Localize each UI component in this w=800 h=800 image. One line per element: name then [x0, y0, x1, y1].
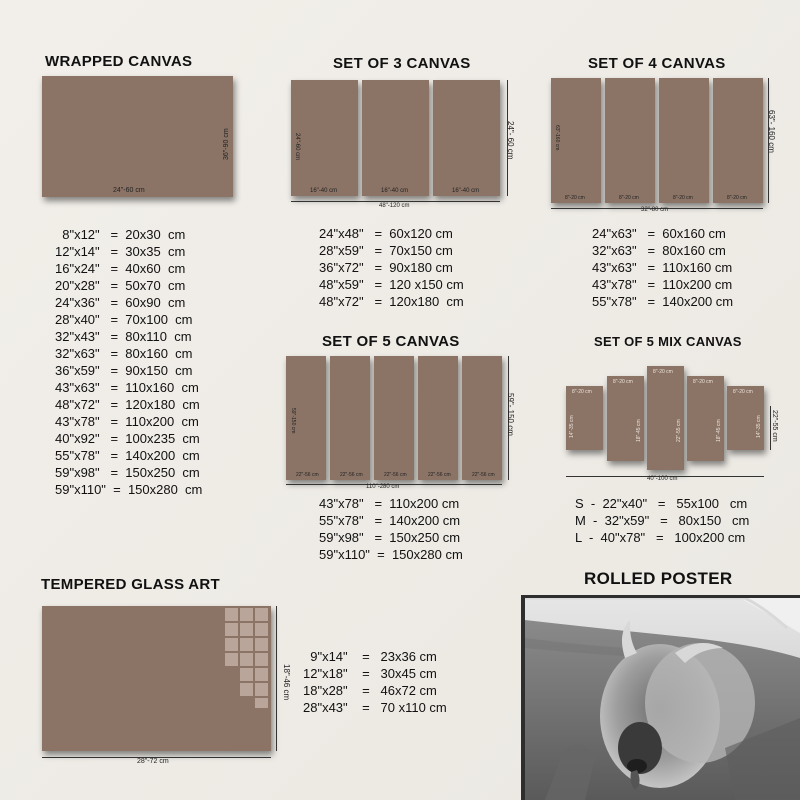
set5-size-list: [319, 495, 463, 563]
mix5-width-label: 40"-100 cm: [647, 476, 678, 482]
size-row: 48"x72" = 120x180 cm: [55, 397, 200, 412]
size-row: 12"x14" = 30x35 cm: [55, 244, 186, 259]
wrapped-canvas-title: WRAPPED CANVAS: [45, 53, 193, 70]
size-row: 28"x59" = 70x150 cm: [319, 243, 453, 258]
mix5-top-label-3: 8"-20 cm: [653, 369, 673, 375]
set5-panel-label-2: 22"-56 cm: [340, 472, 363, 478]
size-row: 48"x72" = 120x180 cm: [319, 294, 464, 309]
set3-panel-2: [362, 80, 429, 196]
set5-panel-label-1: 22"-56 cm: [296, 472, 319, 478]
size-row: 36"x59" = 90x150 cm: [55, 363, 193, 378]
size-row: 55"x78" = 140x200 cm: [319, 513, 461, 528]
mix5-size-list: [575, 495, 749, 546]
mix5-top-label-1: 8"-20 cm: [572, 389, 592, 395]
size-row: 24"x36" = 60x90 cm: [55, 295, 186, 310]
mix5-side-label-5: 14"-35 cm: [756, 415, 762, 438]
set4-inner-height-label: 63"-160 cm: [554, 125, 560, 151]
mix5-side-label-4: 18"-45 cm: [716, 419, 722, 442]
set4-panel-4: [713, 78, 763, 203]
size-row: S - 22"x40" = 55x100 cm: [575, 496, 748, 511]
set3-height-label: 24"- 60 cm: [506, 121, 515, 160]
set5-panel-label-5: 22"-56 cm: [472, 472, 495, 478]
poster-title: ROLLED POSTER: [584, 569, 733, 588]
size-row: 12"x18" = 30x45 cm: [303, 666, 437, 681]
size-row: 28"x43" = 70 x110 cm: [303, 700, 447, 715]
size-row: 40"x92" = 100x235 cm: [55, 431, 200, 446]
set3-width-line: [291, 201, 500, 202]
set4-width-label: 32"-80 cm: [641, 207, 669, 213]
size-row: 16"x24" = 40x60 cm: [55, 261, 186, 276]
set4-title: SET OF 4 CANVAS: [588, 55, 726, 72]
mix5-title: SET OF 5 MIX CANVAS: [594, 334, 742, 349]
poster-image: [525, 598, 800, 800]
set5-panel-5: [462, 356, 502, 480]
set4-panel-label-1: 8"-20 cm: [565, 195, 585, 201]
set3-title: SET OF 3 CANVAS: [333, 55, 471, 72]
mix5-height-label: 22"-55 cm: [771, 410, 778, 442]
size-row: 55"x78" = 140x200 cm: [592, 294, 734, 309]
set4-panel-label-4: 8"-20 cm: [727, 195, 747, 201]
glass-width-label: 28"-72 cm: [137, 758, 169, 765]
mix5-side-label-3: 22"-55 cm: [676, 419, 682, 442]
mix5-top-label-2: 8"-20 cm: [613, 379, 633, 385]
glass-reflection-grid: [42, 606, 271, 751]
size-row: 43"x63" = 110x160 cm: [592, 260, 733, 275]
set4-panel-label-3: 8"-20 cm: [673, 195, 693, 201]
size-row: 32"x43" = 80x110 cm: [55, 329, 192, 344]
size-row: 8"x12" = 20x30 cm: [55, 227, 186, 242]
size-row: 43"x78" = 110x200 cm: [592, 277, 733, 292]
set4-size-list: [592, 225, 733, 310]
glass-panel: [42, 606, 271, 751]
set3-panel-1: [291, 80, 358, 196]
size-row: 43"x63" = 110x160 cm: [55, 380, 199, 395]
set3-panel-3: [433, 80, 500, 196]
mix5-panel-3: [647, 366, 684, 470]
size-row: 28"x40" = 70x100 cm: [55, 312, 193, 327]
size-row: 20"x28" = 50x70 cm: [55, 278, 186, 293]
set3-panel-label-2: 16"-40 cm: [381, 188, 409, 194]
size-row: 48"x59" = 120 x150 cm: [319, 277, 464, 292]
size-row: L - 40"x78" = 100x200 cm: [575, 530, 746, 545]
size-row: 55"x78" = 140x200 cm: [55, 448, 200, 463]
size-row: 9"x14" = 23x36 cm: [303, 649, 437, 664]
size-row: 24"x63" = 60x160 cm: [592, 226, 726, 241]
mix5-top-label-4: 8"-20 cm: [693, 379, 713, 385]
size-row: 59"x110" = 150x280 cm: [55, 482, 203, 497]
set5-panel-label-4: 22"-56 cm: [428, 472, 451, 478]
size-row: 43"x78" = 110x200 cm: [319, 496, 460, 511]
mix5-top-label-5: 8"-20 cm: [733, 389, 753, 395]
size-row: 59"x110" = 150x280 cm: [319, 547, 463, 562]
set4-panel-label-2: 8"-20 cm: [619, 195, 639, 201]
wrapped-width-label: 24"-60 cm: [113, 187, 145, 194]
size-row: 43"x78" = 110x200 cm: [55, 414, 199, 429]
set4-height-label: 63"- 160 cm: [767, 110, 776, 153]
set5-width-label: 110"-280 cm: [366, 484, 400, 490]
set5-panel-label-3: 22"-56 cm: [384, 472, 407, 478]
size-row: 59"x98" = 150x250 cm: [319, 530, 461, 545]
set5-panel-4: [418, 356, 458, 480]
size-row: 24"x48" = 60x120 cm: [319, 226, 453, 241]
size-row: 18"x28" = 46x72 cm: [303, 683, 437, 698]
set5-panel-2: [330, 356, 370, 480]
set3-size-list: [319, 225, 464, 310]
wrapped-size-list: [55, 226, 202, 498]
set3-width-label: 48"-120 cm: [379, 203, 410, 209]
glass-height-label: 18"-46 cm: [282, 664, 291, 701]
size-row: 32"x63" = 80x160 cm: [592, 243, 726, 258]
set5-title: SET OF 5 CANVAS: [322, 333, 460, 350]
set5-inner-height-label: 59"-150 cm: [290, 408, 296, 434]
size-row: 59"x98" = 150x250 cm: [55, 465, 200, 480]
set3-panel-label-1: 16"-40 cm: [310, 188, 338, 194]
mix5-side-label-2: 18"-45 cm: [636, 419, 642, 442]
set3-panel-label-3: 16"-40 cm: [452, 188, 480, 194]
glass-title: TEMPERED GLASS ART: [41, 576, 221, 593]
glass-height-line: [276, 606, 277, 751]
wrapped-canvas-panel: [42, 76, 233, 197]
set5-panel-3: [374, 356, 414, 480]
set5-height-label: 59"- 150 cm: [506, 393, 515, 436]
set3-inner-height-label: 24"-60 cm: [294, 133, 300, 161]
set4-panel-2: [605, 78, 655, 203]
wrapped-height-label: 36"-90 cm: [223, 128, 230, 160]
size-row: M - 32"x59" = 80x150 cm: [575, 513, 750, 528]
size-row: 32"x63" = 80x160 cm: [55, 346, 193, 361]
glass-size-list: [303, 648, 447, 716]
size-row: 36"x72" = 90x180 cm: [319, 260, 453, 275]
mix5-side-label-1: 14"-35 cm: [569, 415, 575, 438]
poster-highland-cow-photo: [525, 598, 800, 800]
set4-panel-3: [659, 78, 709, 203]
